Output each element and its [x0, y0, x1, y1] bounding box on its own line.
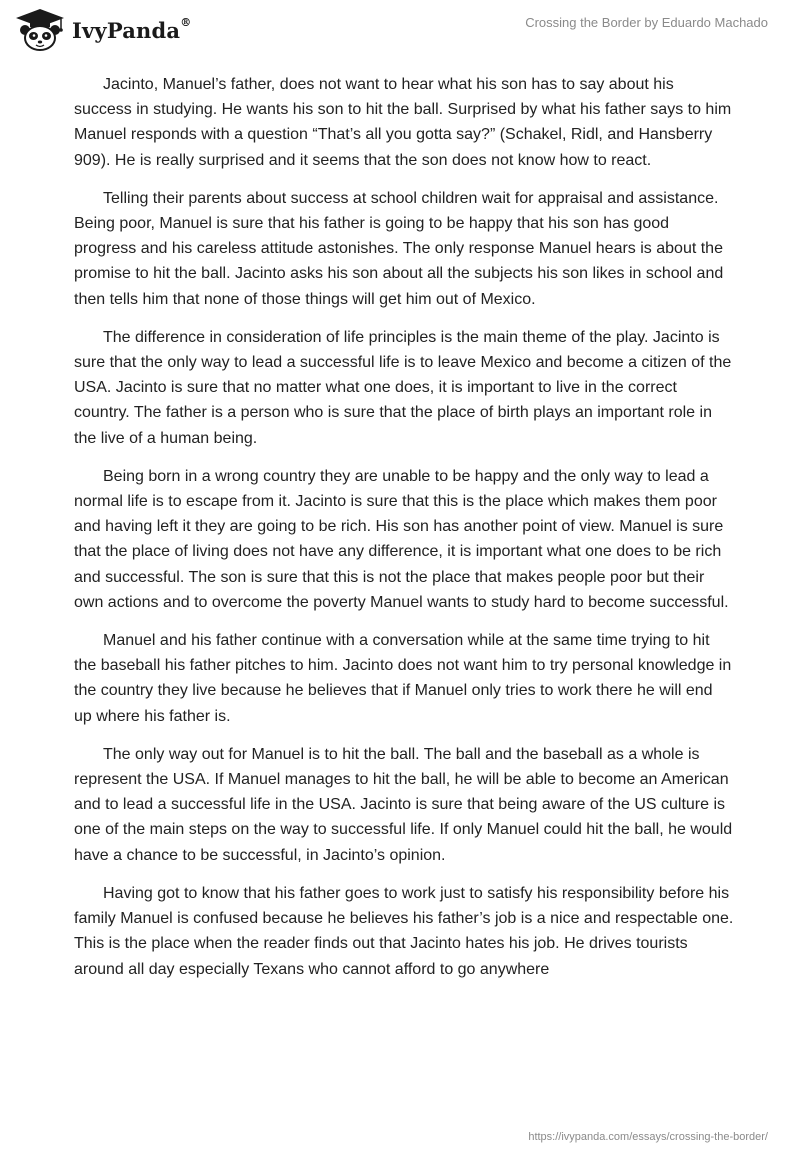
paragraph: The only way out for Manuel is to hit the ball. The ball and the baseball as a whole is represent the USA. If Manuel manages to hit the ball, he will be able to become an American and to lead a successful life in the USA. Jacinto is sure that being aware of the US culture is one of the main steps on the way to successful life. If only Manuel could hit the ball, he would have a chance to be successful, in Jacinto’s opinion.: [74, 745, 733, 864]
document-title: Crossing the Border by Eduardo Machado: [525, 15, 768, 30]
page-header: [0, 0, 800, 60]
essay-body: [74, 72, 734, 995]
paragraph: Being born in a wrong country they are unable to be happy and the only way to lead a normal life is to escape from it. Jacinto is sure that this is the place which makes them poor and having left it they are going to be rich. His son has another point of view. Manuel is sure that the place of living does not have any difference, it is important what one does to be rich and successful. The son is sure that this is not the place that makes people poor but their own actions and to overcome the poverty Manuel wants to study hard to become successful.: [74, 467, 729, 611]
paragraph: The difference in consideration of life principles is the main theme of the play. Jacinto is sure that the only way to lead a successful life is to leave Mexico and become a citizen of the USA. Jacinto is sure that no matter what one does, it is important to live in the correct country. The father is a person who is sure that the place of birth plays an important role in the live of a human being.: [74, 328, 732, 447]
paragraph: Having got to know that his father goes to work just to satisfy his responsibility before his family Manuel is confused because he believes his father’s job is a nice and respectable one. This is the place when the reader finds out that Jacinto hates his job. He drives tourists around all day especially Texans who cannot afford to go anywhere: [74, 884, 734, 978]
paragraph: Telling their parents about success at school children wait for appraisal and assistance. Being poor, Manuel is sure that his father is going to be happy that his son has good progress and his careless attitude astonishes. The only response Manuel hears is about the promise to hit the ball. Jacinto asks his son about all the subjects his son likes in school and then tells him that none of those things will get him out of Mexico.: [74, 189, 724, 308]
ivypanda-logo[interactable]: [14, 8, 191, 52]
registered-mark: ®: [180, 15, 192, 29]
brand-name: IvyPanda®: [72, 15, 192, 43]
paragraph: Manuel and his father continue with a conversation while at the same time trying to hit the baseball his father pitches to him. Jacinto does not want him to try personal knowledge in the country they live because he believes that if Manuel only tries to work there he will end up where his father is.: [74, 632, 732, 725]
paragraph: Jacinto, Manuel’s father, does not want to hear what his son has to say about his success in studying. He wants his son to hit the ball. Surprised by what his father says to him Manuel responds with a question “That’s all you gotta say?” (Schakel, Ridl, and Hansberry 909). He is really surprised and it seems that the son does not know how to react.: [74, 76, 732, 169]
panda-icon: [14, 8, 66, 52]
source-url[interactable]: https://ivypanda.com/essays/crossing-the-border/: [528, 1131, 768, 1143]
